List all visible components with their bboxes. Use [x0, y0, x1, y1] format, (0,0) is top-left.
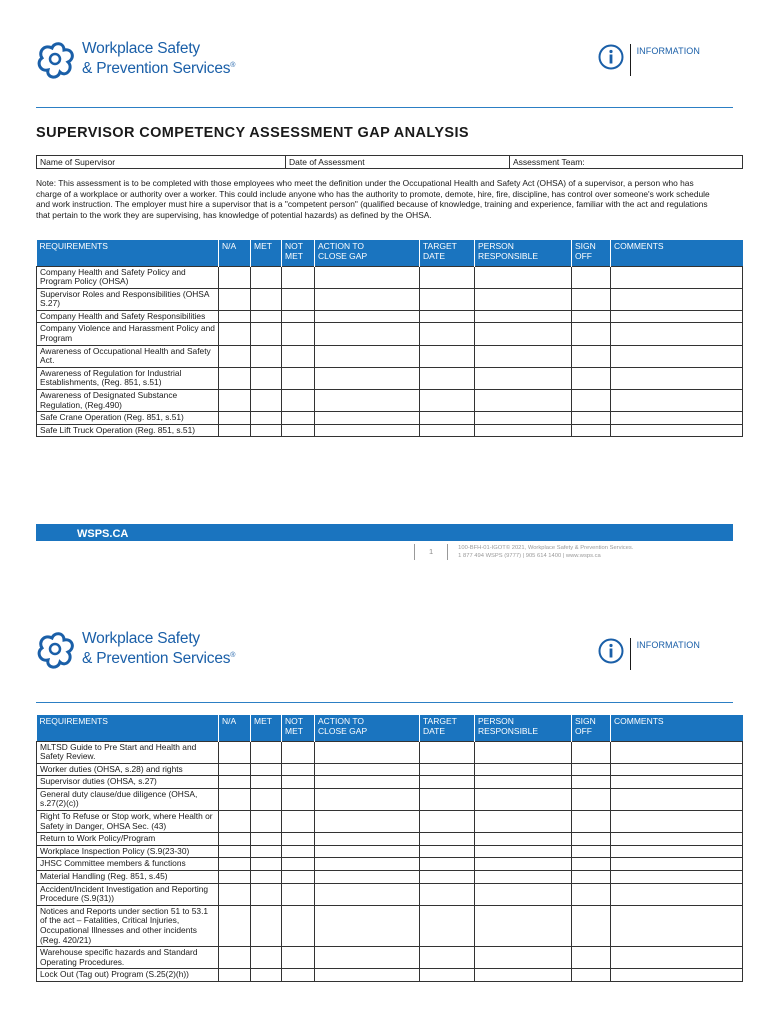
na-cell[interactable]: [219, 424, 251, 437]
action-cell[interactable]: [315, 424, 420, 437]
requirement-label: Safe Lift Truck Operation (Reg. 851, s.51): [37, 424, 219, 437]
action-cell[interactable]: [315, 858, 420, 871]
comments-cell[interactable]: [611, 905, 743, 946]
not-met-cell[interactable]: [282, 871, 315, 884]
wsps-logo: [34, 628, 235, 670]
person-responsible-cell[interactable]: [475, 367, 572, 389]
met-cell[interactable]: [251, 310, 282, 323]
table-row: [37, 788, 743, 810]
sign-off-cell[interactable]: [572, 310, 611, 323]
action-cell[interactable]: [315, 905, 420, 946]
table-row: [37, 833, 743, 846]
page-2: [0, 592, 768, 1024]
wsps-emblem-icon: [34, 628, 76, 670]
met-cell[interactable]: [251, 763, 282, 776]
comments-cell[interactable]: [611, 811, 743, 833]
comments-cell[interactable]: [611, 323, 743, 345]
requirement-label: Company Violence and Harassment Policy and Program: [37, 323, 219, 345]
table-row: [37, 345, 743, 367]
target-date-cell[interactable]: [420, 905, 475, 946]
assessment-note: Note: This assessment is to be completed with those employees who meet the definition under the Occupational Health and Safety Act (OHSA) of a supervisor, a person who has charge of a workplace or authority over a worker. This could include anyone who has the authority to promote, demote, hire, fire, discipline, has control over someone's work schedule and work instruction. The employer must hire a supervisor that is a "competent person" (qualified because of knowledge, training and experience, familiar with the act and regulations that pertain to the work they are supervising, has knowledge of potential hazards) as defined by the OHSA.: [36, 178, 710, 220]
met-cell[interactable]: [251, 323, 282, 345]
col-requirements: REQUIREMENTS: [37, 240, 219, 266]
met-cell[interactable]: [251, 266, 282, 288]
target-date-cell[interactable]: [420, 310, 475, 323]
target-date-cell[interactable]: [420, 776, 475, 789]
comments-cell[interactable]: [611, 390, 743, 412]
person-responsible-cell[interactable]: [475, 345, 572, 367]
comments-cell[interactable]: [611, 741, 743, 763]
action-cell[interactable]: [315, 776, 420, 789]
met-cell[interactable]: [251, 788, 282, 810]
footer-divider-right: [447, 544, 448, 560]
not-met-cell[interactable]: [282, 883, 315, 905]
date-of-assessment-field[interactable]: Date of Assessment: [286, 156, 510, 169]
col-sign-off: SIGN OFF: [572, 240, 611, 266]
person-responsible-cell[interactable]: [475, 788, 572, 810]
target-date-cell[interactable]: [420, 833, 475, 846]
footer-copyright: 100-BFH-01-IGOT© 2021, Workplace Safety & Prevention Services.: [458, 545, 634, 551]
person-responsible-cell[interactable]: [475, 390, 572, 412]
met-cell[interactable]: [251, 969, 282, 982]
person-responsible-cell[interactable]: [475, 858, 572, 871]
sign-off-cell[interactable]: [572, 845, 611, 858]
sign-off-cell[interactable]: [572, 741, 611, 763]
requirement-label: General duty clause/due diligence (OHSA, s.27(2)(c)): [37, 788, 219, 810]
table-row: [37, 763, 743, 776]
target-date-cell[interactable]: [420, 424, 475, 437]
not-met-cell[interactable]: [282, 788, 315, 810]
na-cell[interactable]: [219, 412, 251, 425]
sign-off-cell[interactable]: [572, 367, 611, 389]
requirement-label: Supervisor duties (OHSA, s.27): [37, 776, 219, 789]
person-responsible-cell[interactable]: [475, 905, 572, 946]
table-row: [37, 424, 743, 437]
requirement-label: Company Health and Safety Responsibilities: [37, 310, 219, 323]
table-row: [37, 390, 743, 412]
met-cell[interactable]: [251, 905, 282, 946]
target-date-cell[interactable]: [420, 288, 475, 310]
not-met-cell[interactable]: [282, 310, 315, 323]
wsps-logo: [34, 38, 235, 80]
action-cell[interactable]: [315, 845, 420, 858]
person-responsible-cell[interactable]: [475, 424, 572, 437]
requirement-label: Right To Refuse or Stop work, where Health or Safety in Danger, OHSA Sec. (43): [37, 811, 219, 833]
target-date-cell[interactable]: [420, 788, 475, 810]
person-responsible-cell[interactable]: [475, 412, 572, 425]
requirement-label: MLTSD Guide to Pre Start and Health and Safety Review.: [37, 741, 219, 763]
person-responsible-cell[interactable]: [475, 741, 572, 763]
target-date-cell[interactable]: [420, 969, 475, 982]
requirement-label: Accident/Incident Investigation and Reporting Procedure (S.9(31)): [37, 883, 219, 905]
col-person-responsible: PERSON RESPONSIBLE: [475, 715, 572, 741]
logo-line2: & Prevention Services: [82, 60, 231, 78]
col-target-date: TARGET DATE: [420, 715, 475, 741]
sign-off-cell[interactable]: [572, 763, 611, 776]
not-met-cell[interactable]: [282, 345, 315, 367]
assessment-info-table: [36, 155, 743, 169]
sign-off-cell[interactable]: [572, 811, 611, 833]
col-person-responsible: PERSON RESPONSIBLE: [475, 240, 572, 266]
page-title: SUPERVISOR COMPETENCY ASSESSMENT GAP ANALYSIS: [36, 125, 469, 141]
sign-off-cell[interactable]: [572, 858, 611, 871]
sign-off-cell[interactable]: [572, 905, 611, 946]
table-row: [37, 310, 743, 323]
action-cell[interactable]: [315, 883, 420, 905]
action-cell[interactable]: [315, 741, 420, 763]
logo-line1: Workplace Safety: [82, 40, 200, 58]
requirement-label: Awareness of Regulation for Industrial Establishments, (Reg. 851, s.51): [37, 367, 219, 389]
requirements-table-page2: [36, 715, 743, 982]
comments-cell[interactable]: [611, 412, 743, 425]
header-rule: [36, 702, 733, 703]
sign-off-cell[interactable]: [572, 288, 611, 310]
requirement-label: Material Handling (Reg. 851, s.45): [37, 871, 219, 884]
sign-off-cell[interactable]: [572, 323, 611, 345]
person-responsible-cell[interactable]: [475, 266, 572, 288]
comments-cell[interactable]: [611, 763, 743, 776]
comments-cell[interactable]: [611, 947, 743, 969]
na-cell[interactable]: [219, 266, 251, 288]
sign-off-cell[interactable]: [572, 345, 611, 367]
information-label: INFORMATION: [636, 640, 700, 650]
action-cell[interactable]: [315, 811, 420, 833]
person-responsible-cell[interactable]: [475, 310, 572, 323]
requirement-label: Company Health and Safety Policy and Program Policy (OHSA): [37, 266, 219, 288]
not-met-cell[interactable]: [282, 947, 315, 969]
met-cell[interactable]: [251, 424, 282, 437]
na-cell[interactable]: [219, 763, 251, 776]
target-date-cell[interactable]: [420, 845, 475, 858]
requirement-label: Return to Work Policy/Program: [37, 833, 219, 846]
sign-off-cell[interactable]: [572, 390, 611, 412]
table-row: [37, 288, 743, 310]
not-met-cell[interactable]: [282, 858, 315, 871]
sign-off-cell[interactable]: [572, 883, 611, 905]
comments-cell[interactable]: [611, 883, 743, 905]
not-met-cell[interactable]: [282, 776, 315, 789]
logo-line1: Workplace Safety: [82, 630, 200, 648]
action-cell[interactable]: [315, 288, 420, 310]
table-row: [37, 367, 743, 389]
header-rule: [36, 107, 733, 108]
met-cell[interactable]: [251, 741, 282, 763]
met-cell[interactable]: [251, 776, 282, 789]
not-met-cell[interactable]: [282, 969, 315, 982]
target-date-cell[interactable]: [420, 266, 475, 288]
target-date-cell[interactable]: [420, 883, 475, 905]
person-responsible-cell[interactable]: [475, 947, 572, 969]
person-responsible-cell[interactable]: [475, 288, 572, 310]
met-cell[interactable]: [251, 947, 282, 969]
col-comments: COMMENTS: [611, 715, 743, 741]
na-cell[interactable]: [219, 288, 251, 310]
not-met-cell[interactable]: [282, 412, 315, 425]
comments-cell[interactable]: [611, 345, 743, 367]
col-not-met: NOT MET: [282, 240, 315, 266]
requirement-label: Lock Out (Tag out) Program (S.25(2)(h)): [37, 969, 219, 982]
registered-mark: ®: [230, 62, 236, 70]
col-sign-off: SIGN OFF: [572, 715, 611, 741]
sign-off-cell[interactable]: [572, 833, 611, 846]
comments-cell[interactable]: [611, 871, 743, 884]
information-badge: [598, 638, 700, 670]
action-cell[interactable]: [315, 390, 420, 412]
person-responsible-cell[interactable]: [475, 323, 572, 345]
na-cell[interactable]: [219, 788, 251, 810]
requirement-label: JHSC Committee members & functions: [37, 858, 219, 871]
requirement-label: Worker duties (OHSA, s.28) and rights: [37, 763, 219, 776]
met-cell[interactable]: [251, 833, 282, 846]
met-cell[interactable]: [251, 883, 282, 905]
na-cell[interactable]: [219, 858, 251, 871]
na-cell[interactable]: [219, 871, 251, 884]
target-date-cell[interactable]: [420, 323, 475, 345]
comments-cell[interactable]: [611, 845, 743, 858]
person-responsible-cell[interactable]: [475, 763, 572, 776]
na-cell[interactable]: [219, 969, 251, 982]
table-row: [37, 947, 743, 969]
target-date-cell[interactable]: [420, 390, 475, 412]
comments-cell[interactable]: [611, 310, 743, 323]
col-met: MET: [251, 240, 282, 266]
na-cell[interactable]: [219, 947, 251, 969]
target-date-cell[interactable]: [420, 871, 475, 884]
requirement-label: Safe Crane Operation (Reg. 851, s.51): [37, 412, 219, 425]
comments-cell[interactable]: [611, 776, 743, 789]
action-cell[interactable]: [315, 367, 420, 389]
person-responsible-cell[interactable]: [475, 776, 572, 789]
action-cell[interactable]: [315, 412, 420, 425]
comments-cell[interactable]: [611, 833, 743, 846]
requirement-label: Workplace Inspection Policy (S.9(23-30): [37, 845, 219, 858]
col-target-date: TARGET DATE: [420, 240, 475, 266]
person-responsible-cell[interactable]: [475, 833, 572, 846]
info-divider: [630, 44, 631, 76]
requirement-label: Notices and Reports under section 51 to 53.1 of the act – Fatalities, Critical Injuries, Occupational Illnesses and other incidents (Reg. 420/21): [37, 905, 219, 946]
action-cell[interactable]: [315, 833, 420, 846]
requirement-label: Awareness of Occupational Health and Safety Act.: [37, 345, 219, 367]
col-requirements: REQUIREMENTS: [37, 715, 219, 741]
person-responsible-cell[interactable]: [475, 871, 572, 884]
col-action: ACTION TO CLOSE GAP: [315, 715, 420, 741]
na-cell[interactable]: [219, 345, 251, 367]
met-cell[interactable]: [251, 288, 282, 310]
table-row: [37, 776, 743, 789]
na-cell[interactable]: [219, 323, 251, 345]
person-responsible-cell[interactable]: [475, 969, 572, 982]
not-met-cell[interactable]: [282, 741, 315, 763]
met-cell[interactable]: [251, 845, 282, 858]
sign-off-cell[interactable]: [572, 788, 611, 810]
sign-off-cell[interactable]: [572, 947, 611, 969]
sign-off-cell[interactable]: [572, 969, 611, 982]
target-date-cell[interactable]: [420, 947, 475, 969]
sign-off-cell[interactable]: [572, 424, 611, 437]
action-cell[interactable]: [315, 763, 420, 776]
action-cell[interactable]: [315, 323, 420, 345]
table-row: [37, 811, 743, 833]
target-date-cell[interactable]: [420, 367, 475, 389]
comments-cell[interactable]: [611, 858, 743, 871]
footer-divider-left: [414, 544, 415, 560]
requirement-label: Warehouse specific hazards and Standard Operating Procedures.: [37, 947, 219, 969]
sign-off-cell[interactable]: [572, 776, 611, 789]
target-date-cell[interactable]: [420, 412, 475, 425]
comments-cell[interactable]: [611, 969, 743, 982]
table-row: [37, 883, 743, 905]
comments-cell[interactable]: [611, 288, 743, 310]
na-cell[interactable]: [219, 883, 251, 905]
target-date-cell[interactable]: [420, 858, 475, 871]
table-row: [37, 412, 743, 425]
action-cell[interactable]: [315, 871, 420, 884]
requirement-label: Supervisor Roles and Responsibilities (OHSA S.27): [37, 288, 219, 310]
met-cell[interactable]: [251, 811, 282, 833]
info-divider: [630, 638, 631, 670]
information-label: INFORMATION: [636, 46, 700, 56]
person-responsible-cell[interactable]: [475, 883, 572, 905]
not-met-cell[interactable]: [282, 811, 315, 833]
not-met-cell[interactable]: [282, 424, 315, 437]
logo-line2: & Prevention Services: [82, 650, 231, 668]
table-row: [37, 905, 743, 946]
table-row: [37, 858, 743, 871]
comments-cell[interactable]: [611, 424, 743, 437]
not-met-cell[interactable]: [282, 905, 315, 946]
col-na: N/A: [219, 715, 251, 741]
requirements-table-page1: [36, 240, 743, 437]
na-cell[interactable]: [219, 845, 251, 858]
info-icon: [598, 44, 624, 70]
comments-cell[interactable]: [611, 367, 743, 389]
not-met-cell[interactable]: [282, 323, 315, 345]
met-cell[interactable]: [251, 390, 282, 412]
not-met-cell[interactable]: [282, 390, 315, 412]
col-not-met: NOT MET: [282, 715, 315, 741]
not-met-cell[interactable]: [282, 845, 315, 858]
met-cell[interactable]: [251, 345, 282, 367]
not-met-cell[interactable]: [282, 288, 315, 310]
met-cell[interactable]: [251, 412, 282, 425]
not-met-cell[interactable]: [282, 763, 315, 776]
not-met-cell[interactable]: [282, 367, 315, 389]
information-badge: [598, 44, 700, 76]
table-row: [37, 741, 743, 763]
person-responsible-cell[interactable]: [475, 811, 572, 833]
table-row: [37, 323, 743, 345]
sign-off-cell[interactable]: [572, 871, 611, 884]
na-cell[interactable]: [219, 390, 251, 412]
table-row: [37, 871, 743, 884]
met-cell[interactable]: [251, 858, 282, 871]
na-cell[interactable]: [219, 905, 251, 946]
na-cell[interactable]: [219, 367, 251, 389]
info-icon: [598, 638, 624, 664]
table-row: [37, 969, 743, 982]
target-date-cell[interactable]: [420, 345, 475, 367]
footer-info: [414, 544, 633, 560]
col-comments: COMMENTS: [611, 240, 743, 266]
registered-mark: ®: [230, 652, 236, 660]
target-date-cell[interactable]: [420, 741, 475, 763]
na-cell[interactable]: [219, 776, 251, 789]
na-cell[interactable]: [219, 811, 251, 833]
requirement-label: Awareness of Designated Substance Regulation, (Reg.490): [37, 390, 219, 412]
sign-off-cell[interactable]: [572, 266, 611, 288]
action-cell[interactable]: [315, 947, 420, 969]
table-row: [37, 266, 743, 288]
met-cell[interactable]: [251, 871, 282, 884]
action-cell[interactable]: [315, 788, 420, 810]
comments-cell[interactable]: [611, 266, 743, 288]
wsps-emblem-icon: [34, 38, 76, 80]
footer-website[interactable]: WSPS.CA: [77, 528, 129, 540]
not-met-cell[interactable]: [282, 833, 315, 846]
comments-cell[interactable]: [611, 788, 743, 810]
na-cell[interactable]: [219, 833, 251, 846]
person-responsible-cell[interactable]: [475, 845, 572, 858]
action-cell[interactable]: [315, 969, 420, 982]
name-of-supervisor-field[interactable]: Name of Supervisor: [37, 156, 286, 169]
col-met: MET: [251, 715, 282, 741]
sign-off-cell[interactable]: [572, 412, 611, 425]
met-cell[interactable]: [251, 367, 282, 389]
target-date-cell[interactable]: [420, 811, 475, 833]
action-cell[interactable]: [315, 345, 420, 367]
col-action: ACTION TO CLOSE GAP: [315, 240, 420, 266]
col-na: N/A: [219, 240, 251, 266]
action-cell[interactable]: [315, 266, 420, 288]
target-date-cell[interactable]: [420, 763, 475, 776]
footer-bar: [36, 524, 733, 541]
not-met-cell[interactable]: [282, 266, 315, 288]
na-cell[interactable]: [219, 310, 251, 323]
na-cell[interactable]: [219, 741, 251, 763]
action-cell[interactable]: [315, 310, 420, 323]
assessment-team-field[interactable]: Assessment Team:: [510, 156, 743, 169]
table-row: [37, 845, 743, 858]
page-number: 1: [429, 547, 434, 556]
footer-contact: 1 877 494 WSPS (9777) | 905 614 1400 | www.wsps.ca: [458, 553, 601, 559]
